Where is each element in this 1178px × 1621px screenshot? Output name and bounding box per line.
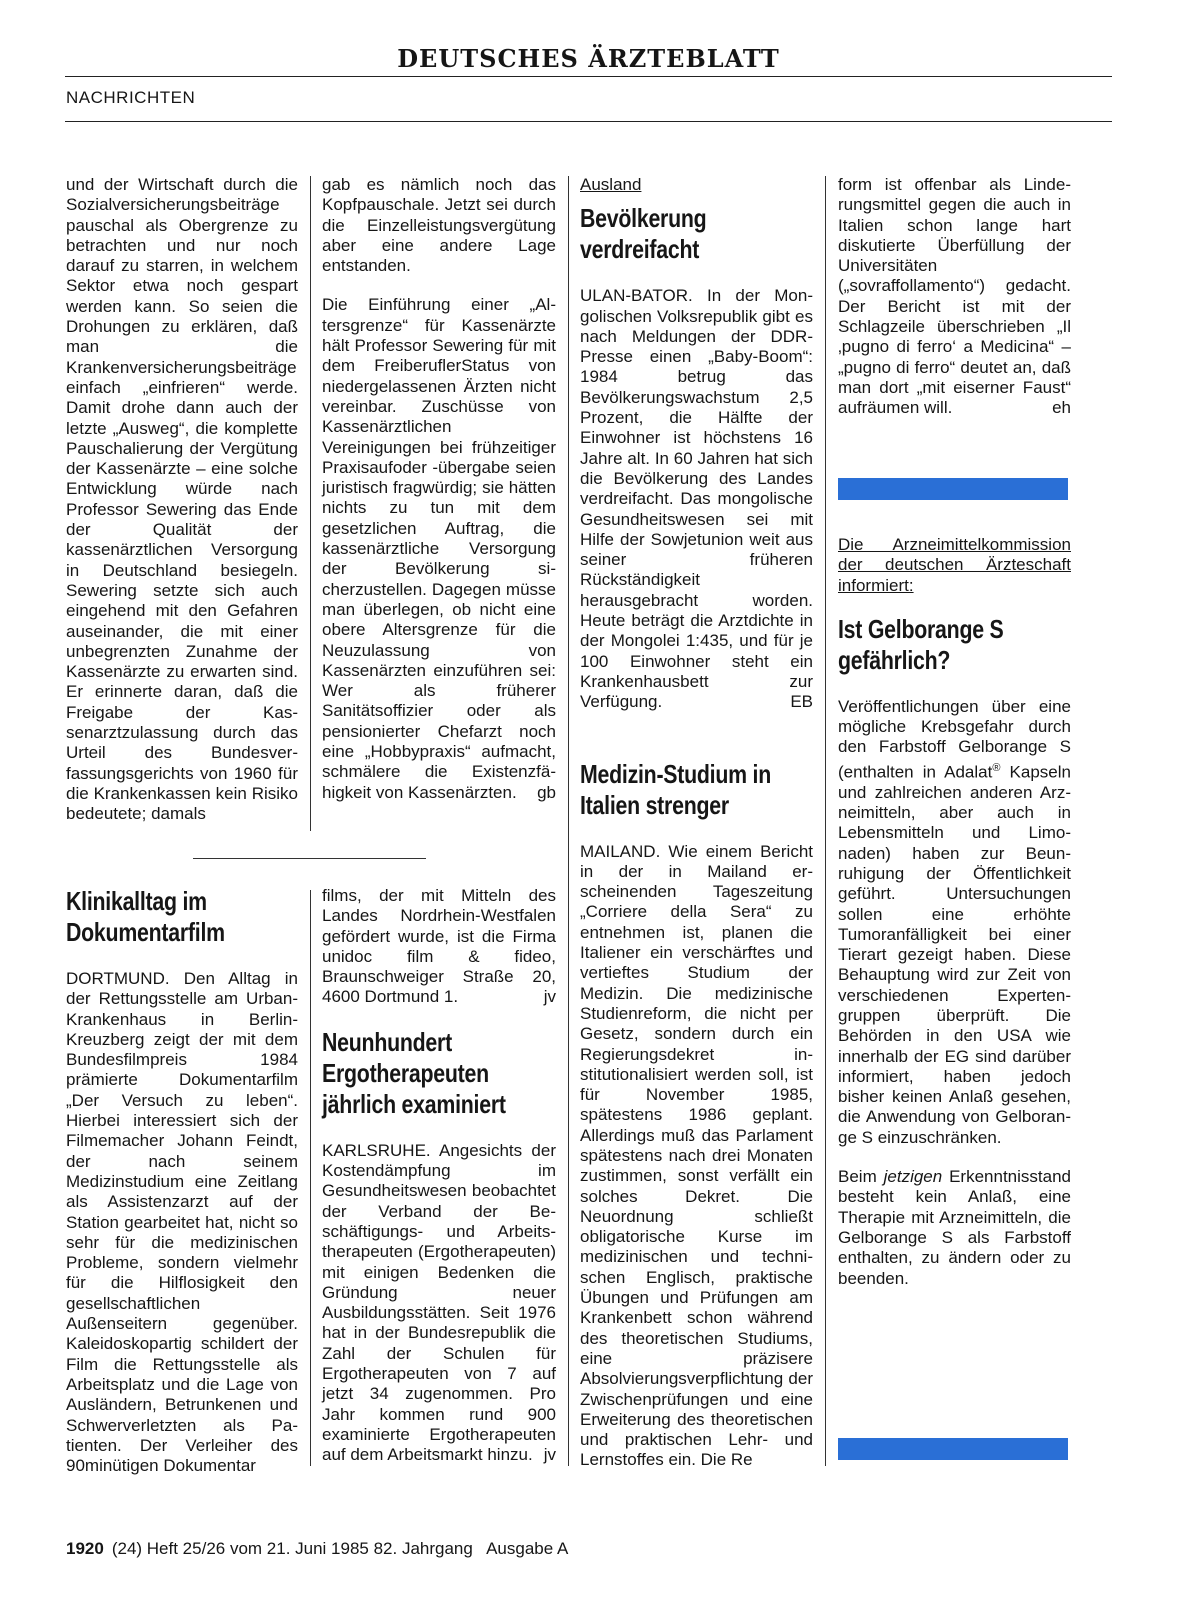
- column-3: [580, 175, 813, 1471]
- headline: Ist Gelborange S gefährlich?: [838, 613, 1004, 675]
- kicker: Ausland: [580, 175, 642, 194]
- column-2-bottom: [322, 886, 556, 1466]
- article-text: KARLSRUHE. Angesichts der Kostendämpfung im Gesundheitswesen beobachtet der Verband der Beschäftigungs- und Arbeitstherapeuten (Ergotherapeuten) mit einigen Bedenken die Gründung neuer Ausbildungsstätten. Seit 1976 hat in der Bundesrepublik die Zahl der Schulen für Ergotherapeuten von 7 auf jetzt 34 zugenommen. Pro Jahr kommen rund 900 examinierte Ergotherapeuten auf dem Arbeitsmarkt hinzu. jv: [322, 1140, 556, 1465]
- headline: Klinikalltag im Dokumentarfilm: [66, 886, 225, 947]
- author-sign: eh: [1052, 398, 1071, 418]
- headline: Bevölkerung verdreifacht: [580, 203, 707, 265]
- column-divider: [310, 890, 311, 1466]
- column-divider: [310, 176, 311, 831]
- author-sign: jv: [543, 1445, 556, 1465]
- page-footer: [66, 1539, 568, 1559]
- column-divider: [568, 176, 569, 1466]
- article-text: DORTMUND. Den Alltag in der Rettungsstelle am Urban-Krankenhaus in Berlin-Kreuzberg zeigt der mit dem Bundesfilmpreis 1984 prämierte Dokumentarfilm „Der Versuch zu leben“. Hierbei interessiert sich der Filmemacher Johann Feindt, der nach seinem Medizinstudium eine Zeitlang als Assistenzarzt auf der Station gearbeitet hat, nicht so sehr für die medizinischen Probleme, sondern vielmehr für die Hilflosigkeit den gesellschaftlichen Außenseitern gegenüber. Kaleidoskopartig schildert der Film die Rettungsstelle als Arbeitsplatz und die Lage von Ausländern, Betrunkenen und Schwerverletzten als Patienten. Der Verleiher des 90minütigen Dokumentar: [66, 969, 298, 1476]
- page-number: 1920: [66, 1539, 104, 1558]
- article-text: gab es nämlich noch das Kopfpauschale. Jetzt sei durch die Einzelleistungsvergütung aber eine andere Lage entstanden.: [322, 175, 556, 276]
- article-text: MAILAND. Wie einem Bericht in der in Mailand erscheinenden Tageszeitung „Corriere della Sera“ zu entnehmen ist, planen die Italiener ein verschärftes und vertieftes Studium der Medizin. Die medizinische Studienreform, die nicht per Gesetz, sondern durch ein Regierungsdekret institutionalisiert werden soll, ist für November 1985, spätestens 1986 geplant. Allerdings muß das Parlament spätestens nach drei Monaten zustimmen, sonst verfällt ein solches Dekret. Die Neuordnung schließt obligatorische Kurse im medizinischen und technischen Englisch, praktische Übungen und Prüfungen am Krankenbett schon während des theoretischen Studiums, eine präzisere Absolvierungsverpflichtung der Zwischenprüfungen und eine Erweiterung des theoretischen und praktischen Lehr- und Lernstoffes ein. Die Re: [580, 841, 813, 1470]
- color-bar: [838, 478, 1068, 500]
- section-label: NACHRICHTEN: [66, 88, 196, 107]
- column-1-top: [66, 175, 298, 825]
- column-divider: [825, 176, 826, 1466]
- article-text: films, der mit Mitteln des Landes Nordrhein-Westfalen gefördert wurde, ist die Firma unidoc film & fideo, Braunschweiger Straße 20, 4600 Dortmund 1. jv: [322, 886, 556, 1007]
- article-text: Beim jetzigen Erkenntnisstand besteht kein Anlaß, eine Therapie mit Arzneimitteln, die Gelborange S als Farbstoff enthalten, zu ändern oder zu beenden.: [838, 1167, 1071, 1288]
- color-bar: [838, 1438, 1068, 1460]
- masthead: DEUTSCHES ÄRZTEBLATT: [397, 44, 780, 73]
- article-divider: [193, 858, 426, 859]
- article-klinikalltag: [66, 886, 298, 1476]
- headline: Medizin-Studium in Italien strenger: [580, 758, 771, 820]
- masthead-rule: [65, 76, 1112, 77]
- kicker: Die Arzneimittelkommission der deutschen Ärzteschaft informiert:: [838, 535, 1071, 595]
- column-4: [838, 175, 1071, 419]
- section-rule: [65, 121, 1112, 122]
- author-sign: EB: [790, 692, 813, 712]
- article-text: Die Einführung einer „Altersgrenze“ für Kassenärzte hält Professor Sewering für mit dem FreiberuflerStatus von niedergelassenen Ärzten nicht vereinbar. Zuschüsse von Kassenärztlichen Vereinigungen bei frühzeitiger Praxisaufoder -übergabe seien juristisch fragwürdig; sie hätten nichts zu tun mit dem gesetzlichen Auftrag, die kassenärztliche Versorgung der Bevölkerung sicherzustellen. Dagegen müsse man überlegen, ob nicht eine obere Altersgrenze für die Neuzulassung von Kassenärzten einzuführen sei: Wer als früherer Sanitätsoffizier oder als pensionierter Chefarzt noch eine „Hobbypraxis“ aufmacht, schmälere die Existenzfähigkeit von Kassenärzten. gb: [322, 295, 556, 802]
- author-sign: jv: [543, 987, 556, 1007]
- article-text: form ist offenbar als Linderungsmittel gegen die auch in Italien schon lange hart diskutierte Überfüllung der Universitäten („sovraffollamento“) gedacht. Der Bericht ist mit der Schlagzeile überschrieben „Il ‚pugno di ferro‘ a Medicina“ – „pugno di ferro“ deutet an, daß man dort „mit eiserner Faust“ aufräumen will. eh: [838, 175, 1071, 418]
- article-text: ULAN-BATOR. In der Mongolischen Volksrepublik gibt es nach Meldungen der DDR-Presse einen „Baby-Boom“: 1984 betrug das Bevölkerungswachstum 2,5 Prozent, die Hälfte der Einwohner ist höchstens 16 Jahre alt. In 60 Jahren hat sich die Bevölkerung des Landes verdreifacht. Das mongolische Gesundheitswesen sei mit Hilfe der Sowjetunion weit aus seiner früheren Rückständigkeit herausgebracht worden. Heute beträgt die Arztdichte in der Mongolei 1:435, und für je 100 Einwohner steht ein Krankenhausbett zur Verfügung. EB: [580, 286, 813, 712]
- column-2-top: [322, 175, 556, 803]
- article-text: Veröffentlichungen über eine mögliche Krebsgefahr durch den Farbstoff Gelborange S (enthalten in Adalat® Kapseln und zahlreichen anderen Arzneimitteln, aber auch in Lebensmitteln und Limonaden) haben zur Beunruhigung der Öffentlichkeit geführt. Untersuchungen sollen eine erhöhte Tumoranfälligkeit bei einer Tierart gezeigt haben. Diese Behauptung wird zur Zeit von verschiedenen Expertengruppen überprüft. Die Behörden in den USA wie innerhalb der EG sind darüber informiert, haben jedoch bisher keinen Anlaß gesehen, die Anwendung von Gelborange S einzuschränken.: [838, 696, 1071, 1147]
- issue-info: (24) Heft 25/26 vom 21. Juni 1985 82. Jahrgang Ausgabe A: [111, 1539, 569, 1558]
- author-sign: gb: [537, 782, 556, 802]
- headline: Neunhundert Ergotherapeuten jährlich examiniert: [322, 1026, 506, 1119]
- article-text: und der Wirtschaft durch die Sozialversicherungsbeiträge pauschal als Obergrenze zu betrachten und nur noch darauf zu starren, in welchem Sektor etwa noch gespart werden kann. So seien die Drohungen zu erklären, daß man die Krankenversicherungsbeiträge einfach „einfrieren“ werde. Damit drohe dann auch der letzte „Ausweg“, die komplette Pauschalierung der Vergütung der Kassenärzte – eine solche Entwicklung würde nach Professor Sewering das Ende der Qualität der kassenärztlichen Versorgung in Deutschland besiegeln. Sewering setzte sich auch eingehend mit den Gefahren auseinander, die mit einer unbegrenzten Zunahme der Kassenärzte zu erwarten sind. Er erinnerte daran, daß die Freigabe der Kassenarztzulassung durch das Urteil des Bundesverfassungsgerichts von 1960 für die Krankenkassen kein Risiko bedeutete; damals: [66, 175, 298, 824]
- article-gelborange: [838, 535, 1071, 1289]
